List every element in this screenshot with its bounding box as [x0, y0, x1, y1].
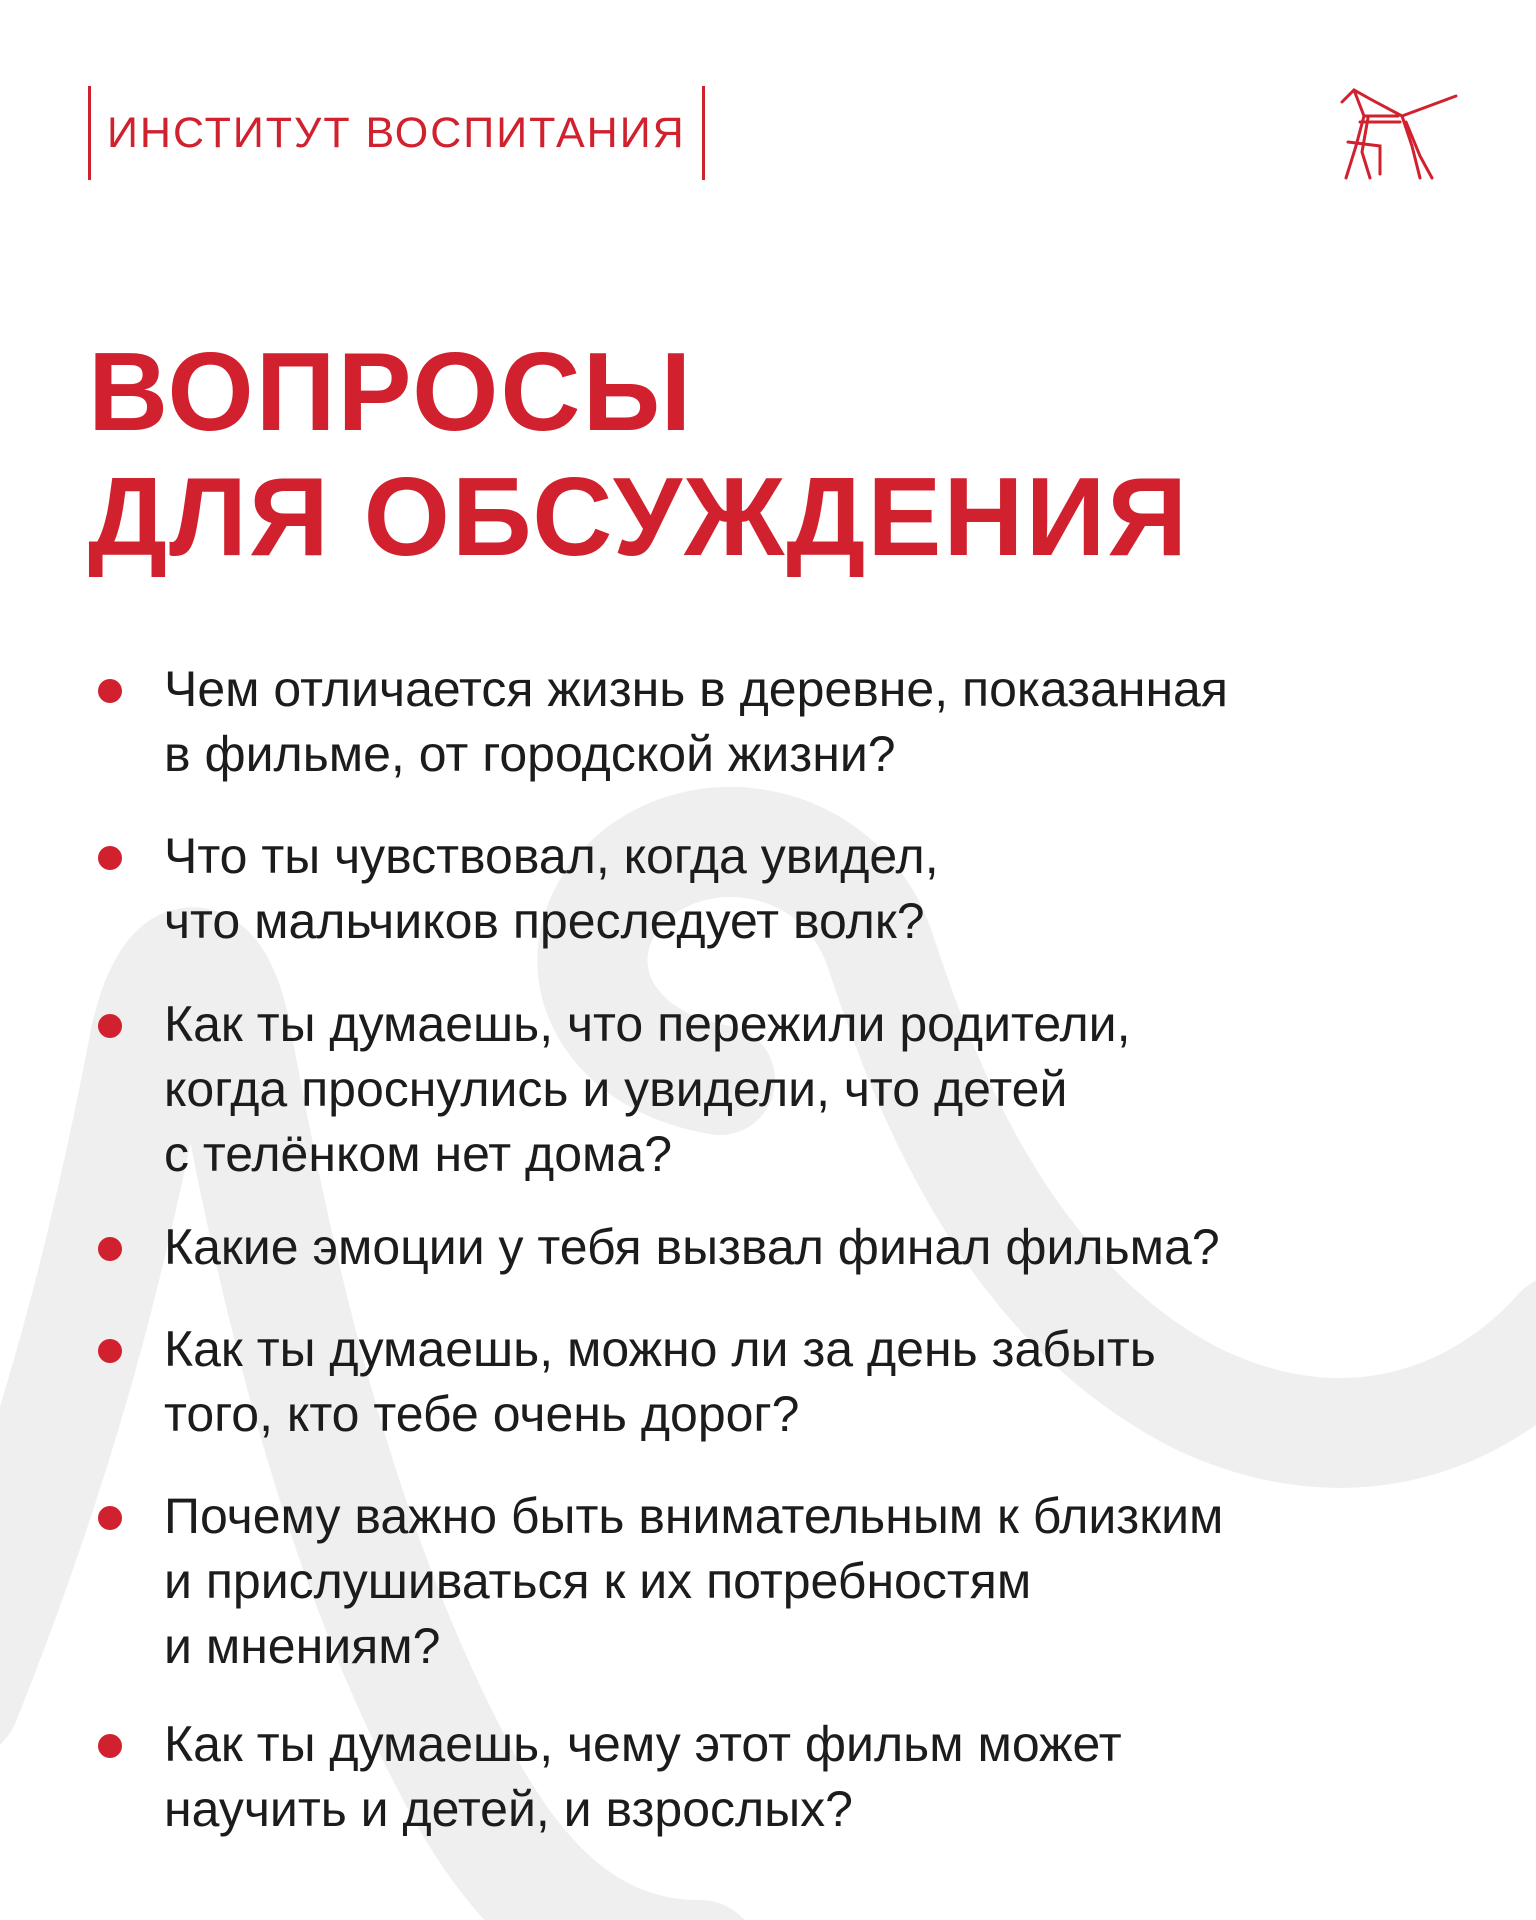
question-line: Как ты думаешь, что пережили родители, [164, 996, 1131, 1052]
question-text [164, 1317, 1504, 1447]
question-line: и прислушиваться к их потребностям [164, 1553, 1032, 1609]
question-line: Как ты думаешь, можно ли за день забыть [164, 1321, 1156, 1377]
brand-header [88, 86, 705, 180]
question-line: Что ты чувствовал, когда увидел, [164, 828, 939, 884]
page-title-line-1: ВОПРОСЫ [88, 330, 694, 454]
page-title [88, 330, 1189, 580]
question-line: Какие эмоции у тебя вызвал финал фильма? [164, 1219, 1220, 1275]
bullet-icon [98, 1734, 122, 1758]
bullet-icon [98, 1237, 122, 1261]
brand-right-divider [702, 86, 705, 180]
horse-logo-icon [1340, 86, 1458, 182]
bullet-icon [98, 1014, 122, 1038]
question-line: в фильме, от городской жизни? [164, 726, 896, 782]
question-text [164, 824, 1504, 954]
question-text [164, 1215, 1504, 1280]
question-line: Чем отличается жизнь в деревне, показанная [164, 661, 1228, 717]
question-line: и мнениям? [164, 1618, 441, 1674]
question-line: что мальчиков преследует волк? [164, 893, 925, 949]
bullet-icon [98, 679, 122, 703]
question-line: того, кто тебе очень дорог? [164, 1386, 800, 1442]
question-text [164, 1484, 1504, 1679]
question-text [164, 992, 1504, 1187]
page-title-line-2: ДЛЯ ОБСУЖДЕНИЯ [88, 455, 1190, 579]
question-line: Как ты думаешь, чему этот фильм может [164, 1716, 1122, 1772]
question-line: с телёнком нет дома? [164, 1126, 673, 1182]
question-text [164, 657, 1504, 787]
question-line: научить и детей, и взрослых? [164, 1781, 853, 1837]
question-text [164, 1712, 1504, 1842]
bullet-icon [98, 1506, 122, 1530]
question-line: когда проснулись и увидели, что детей [164, 1061, 1068, 1117]
bullet-icon [98, 846, 122, 870]
question-line: Почему важно быть внимательным к близким [164, 1488, 1224, 1544]
bullet-icon [98, 1339, 122, 1363]
brand-name: ИНСТИТУТ ВОСПИТАНИЯ [107, 108, 686, 157]
